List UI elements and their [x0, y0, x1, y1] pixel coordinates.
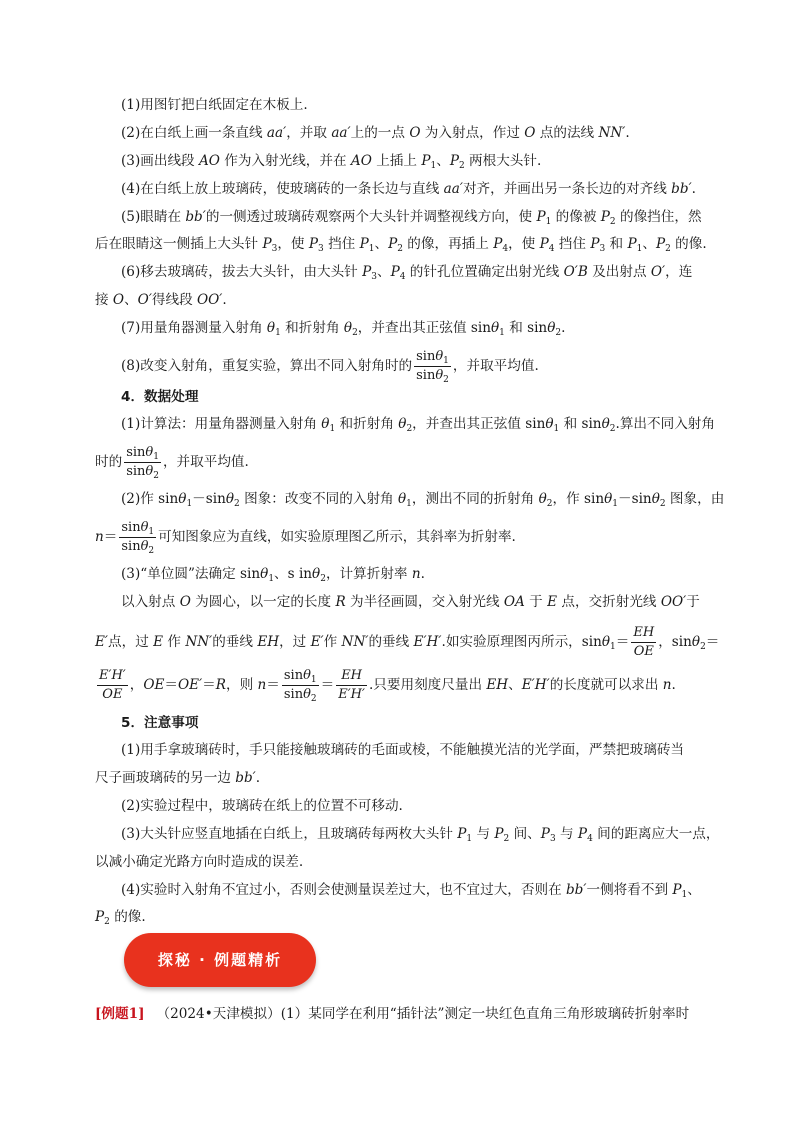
symbol: EH [257, 634, 280, 650]
section-4-item-2-line-1 [121, 489, 724, 509]
text: 的像. [109, 909, 146, 925]
example-tag: [例题1] [95, 1006, 145, 1022]
text: 的一侧透过玻璃砖观察两个大头针并调整视线方向，使 [205, 209, 537, 225]
symbol-theta: θ [604, 491, 613, 507]
fraction-eh-ehp [336, 667, 367, 704]
symbol: AO [350, 153, 372, 169]
subscript: 1 [610, 642, 616, 652]
text: ，使 [508, 236, 540, 252]
text: ，并取平均值. [452, 358, 539, 374]
text: . [625, 125, 630, 141]
symbol-p: P [308, 236, 319, 252]
text: ，使 [277, 236, 309, 252]
step-1 [121, 95, 308, 115]
step-8 [121, 348, 539, 385]
text: 的针孔位置确定出射光线 [405, 264, 564, 280]
text: sin [126, 445, 146, 460]
subscript: 2 [659, 499, 666, 509]
subscript: 2 [503, 834, 510, 844]
text: ，则 [226, 677, 258, 693]
text: 以入射点 [121, 594, 180, 610]
text: 作 [323, 634, 342, 650]
symbol: O [524, 125, 536, 141]
text: (2)实验过程中，玻璃砖在纸上的位置不可移动. [121, 798, 403, 814]
text: 作为入射光线，并在 [219, 153, 351, 169]
text: (4)在白纸上放上玻璃砖，使玻璃砖的一条长边与直线 [121, 181, 444, 197]
text: 时的 [95, 454, 123, 470]
subscript: 2 [406, 424, 413, 434]
text: (2)作 sin [121, 491, 179, 507]
symbol-p: P [95, 909, 105, 925]
text: . [222, 292, 227, 308]
text: (1)用手拿玻璃砖时，手只能接触玻璃砖的毛面或棱，不能触摸光洁的光学面，严禁把玻璃砖当 [121, 742, 685, 758]
text: 的垂线 [212, 634, 258, 650]
symbol-p: P [359, 236, 369, 252]
section-4-unit-circle-line-2 [95, 624, 719, 661]
text: 的像. [670, 236, 707, 252]
symbol-p: P [457, 826, 467, 842]
symbol-p: P [540, 826, 550, 842]
text: 的长度就可以求出 [549, 677, 663, 693]
denominator: OE [633, 644, 654, 659]
section-4-item-1-line-2 [95, 444, 249, 481]
section-5-item-2 [121, 796, 403, 816]
symbol-theta: θ [651, 491, 660, 507]
subscript: 2 [148, 546, 155, 556]
symbol: O [409, 125, 421, 141]
symbol-theta: θ [303, 687, 311, 702]
symbol-theta: θ [145, 464, 154, 479]
text: 、s in [274, 566, 313, 582]
text: (3)“单位圆”法确定 sin [121, 566, 261, 582]
section-5-item-3-line-2 [95, 852, 303, 872]
text: (3)画出线段 [121, 153, 199, 169]
subscript: 2 [443, 375, 449, 385]
step-4 [121, 179, 696, 199]
step-2 [121, 123, 630, 143]
subscript: 2 [104, 917, 110, 927]
text: ＝ [103, 529, 118, 545]
text: . [255, 770, 261, 786]
fraction-sin-ratio [414, 348, 451, 385]
text: 挡住 [554, 236, 591, 252]
text: 和 sin [504, 320, 548, 336]
text: (3)大头针应竖直地插在白纸上，且玻璃砖每两枚大头针 [121, 826, 458, 842]
text: 点，交折射光线 [557, 594, 661, 610]
text: ，并取平均值. [162, 454, 249, 470]
text: 为半径画圆，交入射光线 [345, 594, 504, 610]
text: 、 [436, 153, 450, 169]
symbol-p: P [362, 264, 372, 280]
text: 和折射角 [335, 416, 399, 432]
text: ＝ [320, 677, 335, 693]
text: ＝ [266, 677, 280, 693]
symbol-p: P [590, 236, 600, 252]
subscript: 1 [499, 328, 505, 338]
subscript: 3 [371, 272, 377, 282]
text: 点的法线 [535, 125, 599, 141]
symbol: E [547, 594, 558, 610]
symbol-theta: θ [398, 416, 407, 432]
symbol-theta: θ [538, 491, 547, 507]
text: sin [121, 520, 141, 535]
denominator: E′H′ [338, 687, 365, 702]
symbol: bb′ [671, 181, 692, 197]
text: ，计算折射率 [325, 566, 412, 582]
text: 及出射点 [587, 264, 651, 280]
symbol-theta: θ [343, 320, 353, 336]
text: 、 [376, 264, 391, 280]
text: . [561, 320, 566, 336]
text: ，连 [665, 264, 693, 280]
subscript: 2 [352, 328, 358, 338]
text: 和折射角 [280, 320, 344, 336]
symbol-theta: θ [178, 491, 187, 507]
text: . [671, 677, 676, 693]
text: 可知图象应为直线，如实验原理图乙所示，其斜率为折射率. [158, 529, 516, 545]
text: 与 [555, 826, 578, 842]
subscript: 4 [399, 272, 406, 282]
fraction-eh-oe [631, 624, 656, 661]
section-4-unit-circle-line-1 [121, 592, 700, 612]
fraction-sin-ratio [282, 667, 319, 704]
symbol-theta: θ [601, 416, 610, 432]
text: ，测出不同的折射角 [411, 491, 539, 507]
symbol: NN′ [341, 634, 369, 650]
text: 对齐，并画出另一条长边的对齐线 [462, 181, 672, 197]
step-6-line-1 [121, 262, 692, 282]
text: 、 [642, 236, 656, 252]
symbol-theta: θ [691, 634, 701, 650]
text: . [420, 566, 425, 582]
symbol-p: P [262, 236, 272, 252]
text: 两根大头针. [464, 153, 542, 169]
symbol: OO′ [660, 594, 687, 610]
subscript: 2 [310, 694, 317, 704]
section-4-unit-circle-line-3 [95, 667, 676, 704]
text: 得线段 [151, 292, 198, 308]
text: 和 sin [559, 416, 602, 432]
symbol: E [153, 634, 164, 650]
symbol: aa′ [443, 181, 463, 197]
symbol-theta: θ [140, 539, 149, 554]
text: 后在眼睛这一侧插上大头针 [95, 236, 263, 252]
step-1-text: (1)用图钉把白纸固定在木板上. [121, 97, 308, 113]
fraction-sin-ratio [124, 444, 161, 481]
subscript: 2 [234, 499, 240, 509]
subscript: 2 [555, 328, 562, 338]
symbol-theta: θ [545, 416, 554, 432]
text: 的像被 [551, 209, 601, 225]
symbol-theta: θ [321, 416, 330, 432]
subscript: 1 [368, 244, 375, 254]
symbol: bb′ [235, 770, 256, 786]
symbol-p: P [390, 264, 400, 280]
subscript: 2 [458, 161, 465, 171]
fraction-sin-ratio [119, 519, 156, 556]
symbol: O′B [563, 264, 588, 280]
symbol: bb′ [565, 882, 587, 898]
text: 和 [605, 236, 628, 252]
subscript: 1 [310, 675, 317, 685]
subscript: 3 [599, 244, 606, 254]
section-4-item-3 [121, 564, 425, 584]
symbol: n [411, 566, 421, 582]
subscript: 1 [329, 424, 336, 434]
symbol-p: P [577, 826, 588, 842]
symbol: n [95, 529, 104, 545]
fraction-ehp-oe [97, 667, 128, 704]
text: 点，过 [108, 634, 154, 650]
symbol-p: P [539, 236, 549, 252]
text: 间、 [509, 826, 541, 842]
text: (2)在白纸上画一条直线 [121, 125, 267, 141]
symbol: bb′ [185, 209, 206, 225]
symbol: NN′ [185, 634, 213, 650]
symbol-p: P [449, 153, 459, 169]
section-5-item-1-line-2 [95, 768, 260, 788]
symbol: OE [143, 677, 165, 693]
symbol: OO′ [197, 292, 223, 308]
subscript: 1 [406, 499, 412, 509]
text: 、 [687, 882, 701, 898]
subscript: 2 [665, 244, 671, 254]
symbol-p: P [421, 153, 431, 169]
text: 的像挡住，然 [615, 209, 702, 225]
symbol-p: P [655, 236, 666, 252]
subscript: 1 [186, 499, 193, 509]
symbol-p: P [627, 236, 637, 252]
subscript: 2 [609, 217, 616, 227]
text: ，sin [658, 634, 692, 650]
heading-text: 5．注意事项 [121, 715, 199, 731]
symbol-theta: θ [397, 491, 407, 507]
text: 、 [374, 236, 389, 252]
symbol: E′ [95, 634, 109, 650]
subscript: 1 [636, 244, 643, 254]
symbol: aa′ [331, 125, 351, 141]
symbol: E′ [310, 634, 324, 650]
section-5-item-4-line-2 [95, 907, 146, 927]
subscript: 4 [587, 834, 593, 844]
text: .只要用刻度尺量出 [368, 677, 487, 693]
section-4-heading [121, 387, 198, 407]
symbol-p: P [388, 236, 398, 252]
subscript: 3 [549, 834, 556, 844]
text: ＝ [615, 634, 630, 650]
symbol-p: P [536, 209, 546, 225]
symbol: NN′ [598, 125, 626, 141]
symbol-p: P [672, 882, 682, 898]
symbol-theta: θ [225, 491, 235, 507]
text: ＝ [164, 677, 178, 693]
subscript: 1 [430, 161, 437, 171]
text: 一侧将看不到 [586, 882, 673, 898]
symbol-p: P [493, 236, 503, 252]
symbol: O [179, 594, 191, 610]
text: ，作 sin [552, 491, 605, 507]
subscript: 2 [320, 574, 326, 584]
subscript: 2 [153, 471, 159, 481]
text: ， [129, 677, 144, 693]
text: 、 [124, 292, 138, 308]
text: 上的一点 [350, 125, 410, 141]
text: (5)眼睛在 [121, 209, 186, 225]
text: (7)用量角器测量入射角 [121, 320, 267, 336]
text: ，过 [279, 634, 311, 650]
text: 挡住 [323, 236, 360, 252]
symbol-theta: θ [490, 320, 500, 336]
subscript: 2 [609, 424, 616, 434]
text: sin [126, 464, 146, 479]
text: (6)移去玻璃砖，拔去大头针，由大头针 [121, 264, 363, 280]
subscript: 3 [271, 244, 278, 254]
text: 的像，再插上 [402, 236, 494, 252]
section-4-item-1-line-1 [121, 414, 715, 434]
numerator: EH [336, 667, 367, 686]
symbol: R [335, 594, 346, 610]
symbol-theta: θ [547, 320, 556, 336]
symbol-theta: θ [266, 320, 276, 336]
text: 上插上 [371, 153, 422, 169]
text: 于 [686, 594, 700, 610]
section-5-item-1-line-1 [121, 740, 684, 760]
text: 图象：改变不同的入射角 [239, 491, 398, 507]
example-1 [95, 1004, 689, 1024]
subscript: 1 [153, 452, 159, 462]
subscript: 2 [397, 244, 403, 254]
step-6-line-2 [95, 290, 227, 310]
symbol-theta: θ [303, 668, 311, 683]
subscript: 1 [443, 356, 449, 366]
text: (4)实验时入射角不宜过小，否则会使测量误差过大，也不宜过大，否则在 [121, 882, 566, 898]
text: ＝ [705, 634, 720, 650]
text: 的垂线 [368, 634, 414, 650]
text: . [691, 181, 696, 197]
symbol-theta: θ [140, 520, 149, 535]
step-7 [121, 318, 565, 338]
text: 以减小确定光路方向时造成的误差. [95, 854, 304, 870]
symbol: E′H′ [521, 677, 550, 693]
subscript: 1 [681, 890, 688, 900]
symbol: E′H′ [413, 634, 442, 650]
symbol: R [215, 677, 226, 693]
text: sin [283, 668, 304, 683]
subscript: 2 [546, 499, 553, 509]
subscript: 1 [275, 328, 281, 338]
symbol: O′ [650, 264, 666, 280]
section-5-item-3-line-1 [121, 824, 719, 844]
text: sin [416, 368, 436, 383]
numerator: EH [631, 624, 656, 643]
symbol: n [257, 677, 267, 693]
text: sin [121, 539, 141, 554]
subscript: 1 [268, 574, 275, 584]
symbol: OA [503, 594, 525, 610]
text: ，并查出其正弦值 sin [412, 416, 546, 432]
text: 接 [95, 292, 113, 308]
subscript: 3 [318, 244, 324, 254]
text: 为入射点，作过 [420, 125, 525, 141]
subscript: 1 [148, 527, 155, 537]
text: 间的距离应大一点， [592, 826, 720, 842]
text: ，并查出其正弦值 sin [357, 320, 491, 336]
subscript: 1 [466, 834, 473, 844]
subscript: 1 [612, 499, 618, 509]
text: 为圆心，以一定的长度 [190, 594, 336, 610]
subscript: 2 [700, 642, 706, 652]
symbol: OE′ [178, 677, 203, 693]
subscript: 4 [548, 244, 555, 254]
symbol-theta: θ [260, 566, 269, 582]
text: 尺子画玻璃砖的另一边 [95, 770, 236, 786]
text: 于 [524, 594, 548, 610]
symbol: O [112, 292, 125, 308]
step-3 [121, 151, 541, 171]
text: 与 [472, 826, 495, 842]
subscript: 1 [545, 217, 552, 227]
text: .算出不同入射角 [615, 416, 715, 432]
text: ，并取 [286, 125, 332, 141]
banner-label: 探秘 · 例题精析 [157, 951, 283, 969]
symbol-theta: θ [435, 349, 444, 364]
text: 作 [163, 634, 186, 650]
text: sin [416, 349, 436, 364]
subscript: 1 [553, 424, 560, 434]
step-5-line-2 [95, 234, 707, 254]
example-text: （2024•天津模拟）(1）某同学在利用“插针法”测定一块红色直角三角形玻璃砖折射率时 [156, 1006, 690, 1022]
symbol: AO [198, 153, 220, 169]
text: (8)改变入射角，重复实验，算出不同入射角时的 [121, 358, 413, 374]
subscript: 4 [502, 244, 509, 254]
text: 、 [508, 677, 522, 693]
symbol-p: P [600, 209, 610, 225]
denominator: OE [102, 687, 123, 702]
symbol-p: P [494, 826, 504, 842]
section-5-heading [121, 713, 198, 733]
text: .如实验原理图丙所示，sin [441, 634, 602, 650]
heading-text: 4．数据处理 [121, 389, 199, 405]
symbol: EH [486, 677, 509, 693]
symbol: aa′ [266, 125, 287, 141]
symbol: O′ [137, 292, 152, 308]
text: ＝ [202, 677, 216, 693]
symbol-theta: θ [435, 368, 444, 383]
symbol-theta: θ [601, 634, 611, 650]
numerator: E′H′ [97, 667, 128, 686]
text: sin [283, 687, 304, 702]
symbol: n [662, 677, 672, 693]
symbol-theta: θ [145, 445, 154, 460]
text: －sin [192, 491, 226, 507]
text: (1)计算法：用量角器测量入射角 [121, 416, 322, 432]
section-4-item-2-line-2 [95, 519, 516, 556]
symbol-theta: θ [312, 566, 321, 582]
text: 图象，由 [665, 491, 725, 507]
step-5-line-1 [121, 207, 702, 227]
text: －sin [618, 491, 652, 507]
section-5-item-4-line-1 [121, 880, 701, 900]
section-banner [124, 933, 316, 987]
